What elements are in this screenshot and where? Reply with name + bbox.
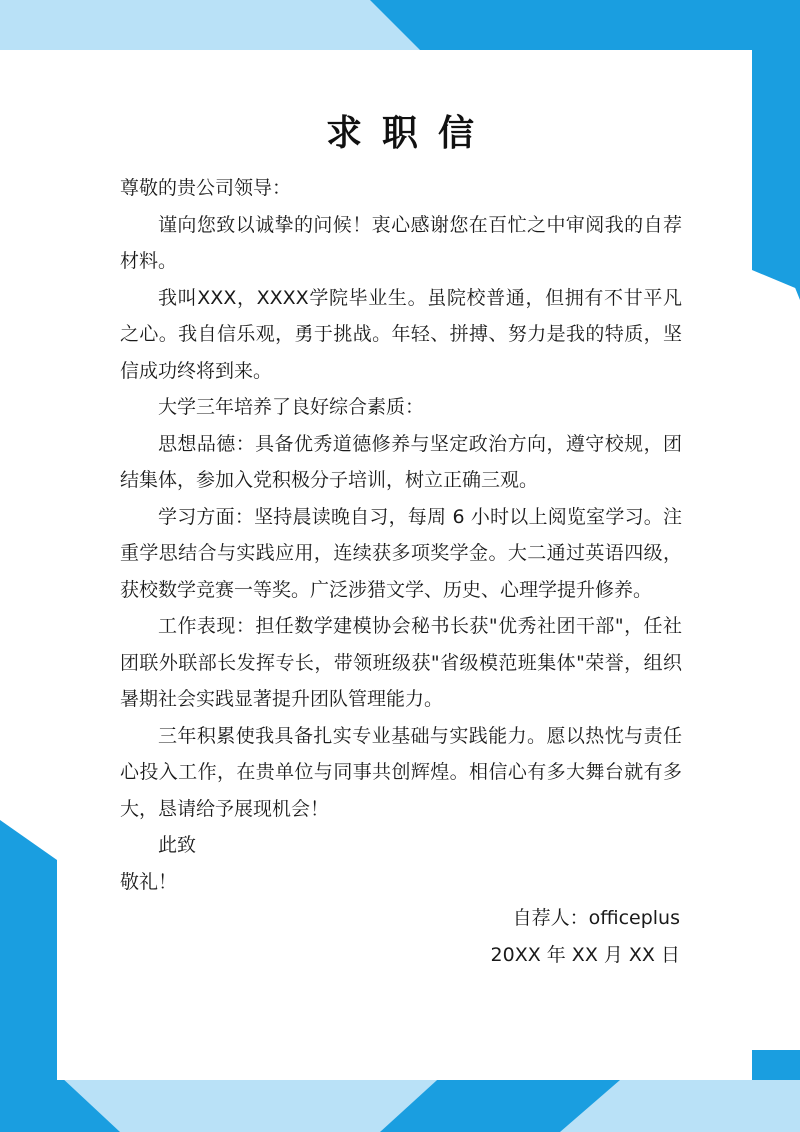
salutation: 尊敬的贵公司领导： — [120, 177, 292, 199]
right-dark-shape — [752, 40, 800, 290]
paragraph-greeting: 谨向您致以诚挚的问候！衷心感谢您在百忙之中审阅我的自荐材料。 — [120, 213, 682, 272]
signature: 自荐人：officeplus — [512, 907, 680, 929]
date: 20XX 年 XX 月 XX 日 — [490, 943, 680, 966]
page-title: 求职信 — [325, 113, 494, 154]
paragraph-intro: 我叫XXX，XXXX学院毕业生。虽院校普通，但拥有不甘平凡之心。我自信乐观，勇于挑战。年轻、拼搏、努力是我的特质，坚信成功终将到来。 — [120, 286, 682, 382]
paragraph-study: 学习方面：坚持晨读晚自习，每周 6 小时以上阅览室学习。注重学思结合与实践应用，连续获多项奖学金。大二通过英语四级，获校数学竞赛一等奖。广泛涉猎文学、历史、心理学提升修养。 — [120, 505, 682, 601]
paragraph-conclusion: 三年积累使我具备扎实专业基础与实践能力。愿以热忱与责任心投入工作，在贵单位与同事共创辉煌。相信心有多大舞台就有多大，恳请给予展现机会！ — [120, 724, 682, 820]
paragraph-summary: 大学三年培养了良好综合素质： — [158, 396, 425, 418]
paragraph-morality: 思想品德：具备优秀道德修养与坚定政治方向，遵守校规，团结集体，参加入党积极分子培训，树立正确三观。 — [120, 432, 682, 491]
closing: 此致 — [158, 834, 197, 856]
regards: 敬礼！ — [120, 870, 178, 893]
paragraph-work: 工作表现：担任数学建模协会秘书长获"优秀社团干部"，任社团联外联部长发挥专长，带领班级获"省级模范班集体"荣誉，组织暑期社会实践显著提升团队管理能力。 — [120, 615, 682, 710]
letter-body — [120, 170, 682, 973]
